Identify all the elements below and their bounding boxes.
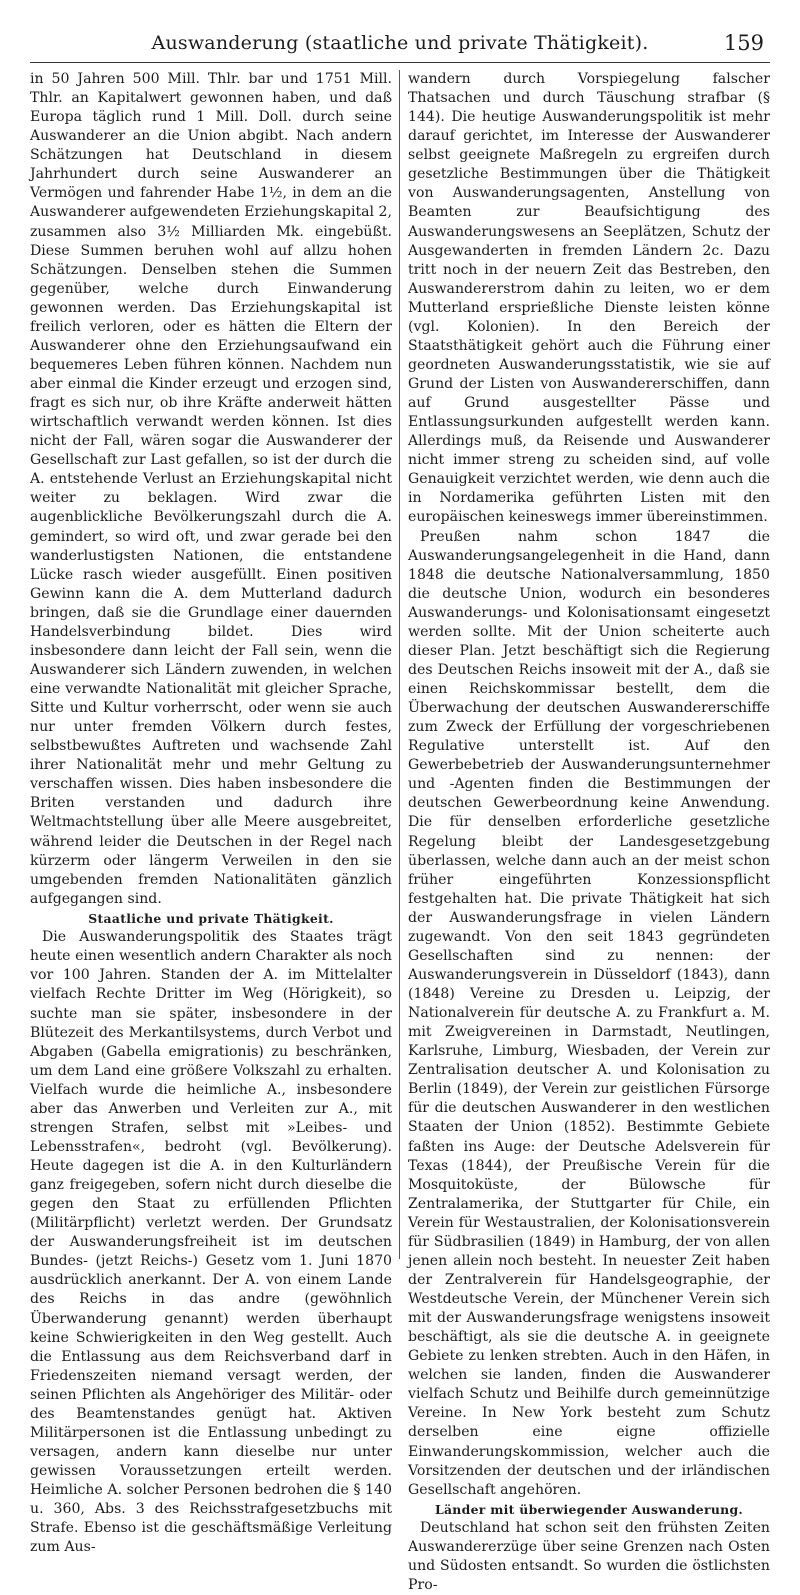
paragraph: wandern durch Vorspiegelung falscher Thatsachen und durch Täuschung strafbar (§ 144). Die heutige Auswanderungspolitik ist mehr darauf gerichtet, im Interesse der Auswanderer selbst geeignete Maßregeln zu ergreifen durch gesetzliche Bestimmungen über die Thätigkeit von Auswanderungsagenten, Anstellung von Beamten zur Beaufsichtigung des Auswanderungswesens an Seeplätzen, Schutz der Ausgewanderten in fremden Ländern 2c. Dazu tritt noch in der neuern Zeit das Bestreben, den Auswandererstrom dahin zu leiten, wo er dem Mutterland ersprießliche Dienste leisten könne (vgl. Kolonien). In den Bereich der Staatsthätigkeit gehört auch die Führung einer geordneten Auswanderungsstatistik, wie sie auf Grund der Listen von Auswandererschiffen, dann auf Grund ausgestellter Pässe und Entlassungsurkunden aufgestellt werden kann. Allerdings muß, da Reisende und Auswanderer nicht immer streng zu scheiden sind, auf volle Genauigkeit verzichtet werden, wie denn auch die in Nordamerika geführten Listen mit den europäischen keineswegs immer übereinstimmen. [408,71,770,526]
page-number: 159 [723,31,764,55]
paragraph: Deutschland hat schon seit den frühsten Zeiten Auswandererzüge über seine Grenzen nach Osten und Südosten entsandt. So wurden die östlichsten Pro- [408,1520,770,1594]
paragraph: Die Auswanderungspolitik des Staates trägt heute einen wesentlich andern Charakter als noch vor 100 Jahren. Standen der A. im Mittelalter vielfach Rechte Dritter im Weg (Hörigkeit), so suchte man sie später, insbesondere in der Blütezeit des Merkantilsystems, durch Verbot und Abgaben (Gabella emigrationis) zu beschränken, um dem Land eine größere Volkszahl zu erhalten. Vielfach wurde die heimliche A., insbesondere aber das Anwerben und Verleiten zur A., mit strengen Strafen, selbst mit »Leibes- und Lebensstrafen«, bedroht (vgl. Bevölkerung). Heute dagegen ist die A. in den Kulturländern ganz freigegeben, sofern nicht durch dieselbe die gegen den Staat zu erfüllenden Pflichten (Militärpflicht) verletzt werden. Der Grundsatz der Auswanderungsfreiheit ist im deutschen Bundes- (jetzt Reichs-) Gesetz vom 1. Juni 1870 ausdrücklich anerkannt. Der A. von einem Lande des Reichs in das andre (gewöhnlich Überwanderung genannt) werden überhaupt keine Schwierigkeiten in den Weg gestellt. Auch die Entlassung aus dem Reichsverband darf in Friedenszeiten niemand versagt werden, der seinen Pflichten als Angehöriger des Militär- oder des Beamtenstandes genügt hat. Aktiven Militärpersonen ist die Entlassung unbedingt zu versagen, andern kann dieselbe nur unter gewissen Voraussetzungen erteilt werden. Heimliche A. solcher Personen bedrohen die § 140 u. 360, Abs. 3 des Reichsstrafgesetzbuchs mit Strafe. Ebenso ist die geschäftsmäßige Verleitung zum Aus- [30,929,392,1556]
section-heading: Staatliche und private Thätigkeit. [88,910,334,926]
paragraph: in 50 Jahren 500 Mill. Thlr. bar und 1751 Mill. Thlr. an Kapitalwert gewonnen haben, und daß Europa täglich rund 1 Mill. Doll. durch seine Auswanderer an die Union abgibt. Nach andern Schätzungen hat Deutschland in diesem Jahrhundert durch seine Auswanderer an Vermögen und fahrender Habe 1½, in dem an die Auswanderer aufgewendeten Erziehungskapital 2, zusammen also 3½ Milliarden Mk. eingebüßt. Diese Summen beruhen wohl auf allzu hohen Schätzungen. Denselben stehen die Summen gegenüber, welche durch Einwanderung gewonnen werden. Das Erziehungskapital ist freilich verloren, oder es hätten die Eltern der Auswanderer ohne den Erziehungsaufwand ein bequemeres Leben führen können. Nachdem nun aber einmal die Kinder erzeugt und erzogen sind, fragt es sich nur, ob ihre Kräfte anderweit hätten wirtschaftlich verwandt werden können. Ist dies nicht der Fall, wären sogar die Auswanderer der Gesellschaft zur Last gefallen, so ist der durch die A. entstehende Verlust an Erziehungskapital nicht weiter zu beklagen. Wird zwar die augenblickliche Bevölkerungszahl durch die A. gemindert, so wird oft, und zwar gerade bei den wanderlustigsten Nationen, die entstandene Lücke rasch wieder ausgefüllt. Einen positiven Gewinn kann die A. dem Mutterland dadurch bringen, daß sie die Grundlage einer dauernden Handelsverbindung bildet. Dies wird insbesondere dann leicht der Fall sein, wenn die Auswanderer sich Ländern zuwenden, in welchen eine verwandte Nationalität mit gleicher Sprache, Sitte und Kultur vorherrscht, oder wenn sie auch nur unter fremden Völkern durch festes, selbstbewußtes Auftreten und wachsende Zahl ihrer Nationalität mehr und mehr Geltung zu verschaffen wissen. Dies haben insbesondere die Briten verstanden und dadurch ihre Weltmachtstellung über alle Meere ausgebreitet, während leider die Deutschen in der Regel nach kürzerm oder längerm Verweilen in den sie umgebenden fremden Nationalitäten gänzlich aufgegangen sind. [30,71,392,907]
section-heading: Länder mit überwiegender Auswanderung. [434,1501,744,1517]
text-columns [30,70,770,1594]
running-title: Auswanderung (staatliche und private Thätigkeit). [151,32,649,54]
left-column [30,70,392,1556]
paragraph: Preußen nahm schon 1847 die Auswanderungsangelegenheit in die Hand, dann 1848 die deutsche Nationalversammlung, 1850 die deutsche Union, wodurch ein besonderes Auswanderungs- und Kolonisationsamt eingesetzt werden sollte. Mit der Union scheiterte auch dieser Plan. Jetzt beschäftigt sich die Regierung des Deutschen Reichs insoweit mit der A., daß sie einen Reichskommissar bestellt, dem die Überwachung der deutschen Auswandererschiffe zum Zweck der Erfüllung der vorgeschriebenen Regulative unterstellt ist. Auf den Gewerbebetrieb der Auswanderungsunternehmer und -Agenten finden die Bestimmungen der deutschen Gewerbeordnung keine Anwendung. Die für denselben erforderliche gesetzliche Regelung bleibt der Landesgesetzgebung überlassen, welche dann auch an der meist schon früher eingeführten Konzessionspflicht festgehalten hat. Die private Thätigkeit hat sich der Auswanderungsfrage in vielen Ländern zugewandt. Von den seit 1843 gegründeten Gesellschaften sind zu nennen: der Auswanderungsverein in Düsseldorf (1843), dann (1848) Vereine zu Dresden u. Leipzig, der Nationalverein für deutsche A. zu Frankfurt a. M. mit Zweigvereinen in Darmstadt, Neutlingen, Karlsruhe, Limburg, Wiesbaden, der Verein zur Zentralisation deutscher A. und Kolonisation zu Berlin (1849), der Verein zur geistlichen Fürsorge für die deutschen Auswanderer in den westlichen Staaten der Union (1852). Bestimmte Gebiete faßten ins Auge: der Deutsche Adelsverein für Texas (1844), der Preußische Verein für die Mosquitoküste, der Bülowsche für Zentralamerika, der Stuttgarter für Chile, ein Verein für Westaustralien, der Kolonisationsverein für Südbrasilien (1849) in Hamburg, der von allen jenen allein noch besteht. In neuester Zeit haben der Zentralverein für Handelsgeographie, der Westdeutsche Verein, der Münchener Verein sich mit der Auswanderungsfrage wenigstens insoweit beschäftigt, als sie die deutsche A. in geeignete Gebiete zu lenken strebten. Auch in den Häfen, in welchen sie landen, finden die Auswanderer vielfach Schutz und Beihilfe durch gemeinnützige Vereine. In New York besteht zum Schutz derselben eine eigne offizielle Einwanderungskommission, welcher auch die Vorsitzenden der deutschen und der irländischen Gesellschaft angehören. [408,528,770,1498]
running-head [30,28,770,63]
column-divider [399,70,400,1259]
right-column [408,70,770,1594]
